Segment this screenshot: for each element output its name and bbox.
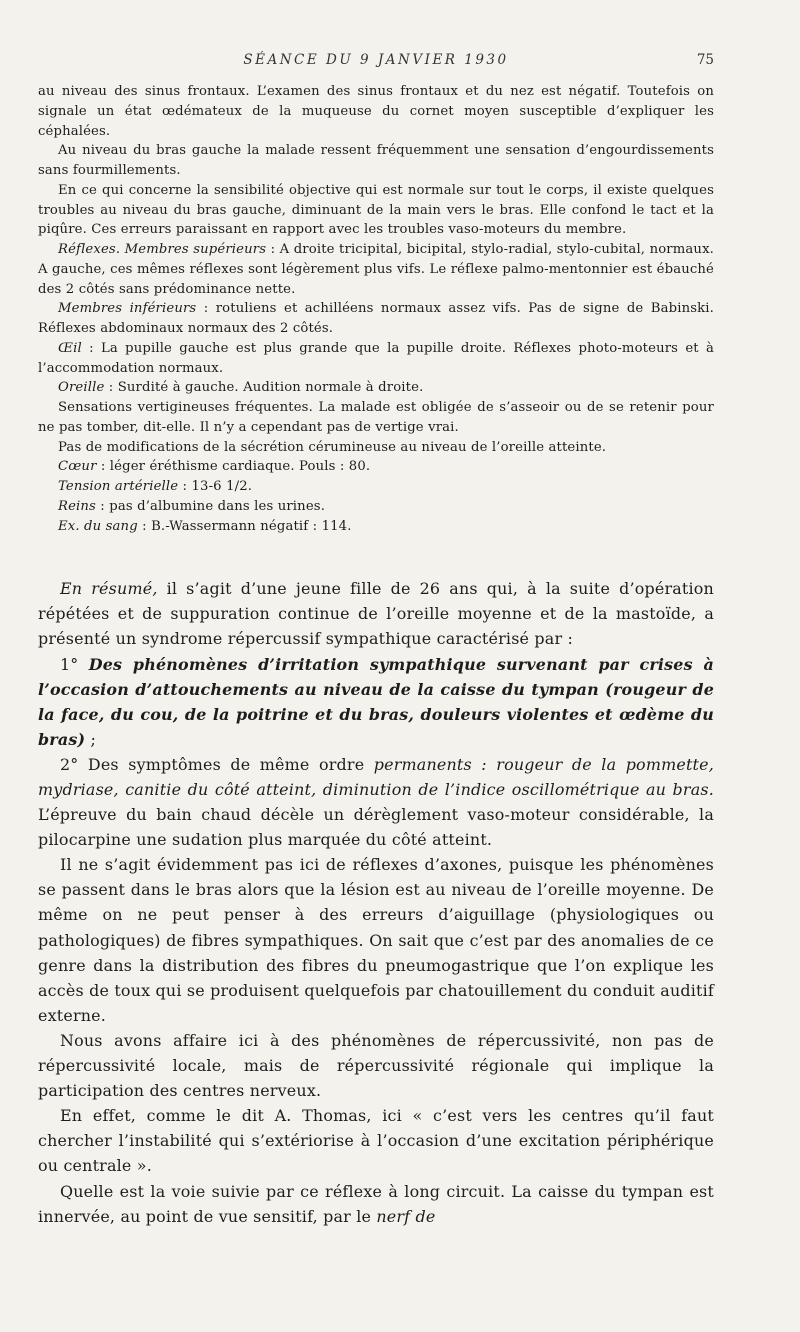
paragraph-reflexes-sup: Réflexes. Membres supérieurs : A droite tricipital, bicipital, stylo-radial, stylo-cubital, normaux. A gauche, ces mêmes réflexes sont légèrement plus vifs. Le réflexe palmo-mentonnier est ébauché des 2 côtés sans prédominance nette. — [38, 242, 715, 297]
paragraph-sang: Ex. du sang : B.-Wassermann négatif : 114. — [58, 518, 352, 534]
point-2-emphasis: permanents : rougeur de la pommette, mydriase, canitie du côté atteint, diminution de l’indice oscillométrique au bras. — [38, 754, 714, 799]
label-oreille: Oreille — [58, 380, 105, 396]
label-membres-inf: Membres inférieurs — [58, 301, 197, 317]
label-sang: Ex. du sang — [58, 518, 138, 534]
paragraph-tension: Tension artérielle : 13-6 1/2. — [58, 479, 253, 494]
nerf-de-emphasis: nerf de — [376, 1206, 436, 1226]
page-header — [38, 52, 714, 82]
label-resume: En résumé, — [60, 579, 158, 599]
paragraph-oreille: Oreille : Surdité à gauche. Audition normale à droite. — [58, 380, 424, 396]
section-gap — [38, 536, 714, 576]
document-page — [38, 52, 714, 1229]
label-coeur: Cœur — [58, 459, 97, 475]
label-reflexes: Réflexes. Membres supérieurs — [58, 242, 267, 257]
paragraph-point-2: 2° Des symptômes de même ordre permanents : rougeur de la pommette, mydriase, canitie du côté atteint, diminution de l’indice oscillométrique au bras. L’épreuve du bain chaud décèle un dérèglement vaso-moteur considérable, la pilocarpine une sudation plus marquée du côté atteint. — [38, 754, 714, 850]
label-tension: Tension artérielle — [58, 479, 179, 494]
clinical-notes — [38, 82, 714, 536]
paragraph-thomas-quote: En effet, comme le dit A. Thomas, ici « c’est vers les centres qu’il faut chercher l’instabilité qui s’extériorise à l’occasion d’une excitation périphérique ou centrale ». — [38, 1106, 714, 1176]
summary-section — [38, 576, 714, 1228]
page-number: 75 — [696, 52, 714, 68]
paragraph-voie: Quelle est la voie suivie par ce réflexe à long circuit. La caisse du tympan est innervée, au point de vue sensitif, par le nerf de — [38, 1181, 714, 1226]
running-title: SÉANCE DU 9 JANVIER 1930 — [243, 52, 509, 68]
paragraph-reflexes-inf: Membres inférieurs : rotuliens et achilléens normaux assez vifs. Pas de signe de Babinski. Réflexes abdominaux normaux des 2 côtés. — [38, 301, 714, 336]
paragraph-point-1: 1° Des phénomènes d’irritation sympathique survenant par crises à l’occasion d’attouchements au niveau de la caisse du tympan (rougeur de la face, du cou, de la poitrine et du bras, douleurs violentes et œdème du bras) ; — [38, 654, 714, 749]
paragraph-reins: Reins : pas d’albumine dans les urines. — [58, 498, 326, 514]
paragraph-resume: En résumé, il s’agit d’une jeune fille de 26 ans qui, à la suite d’opération répétées et de suppuration continue de l’oreille moyenne et de la mastoïde, a présenté un syndrome répercussif sympathique caractérisé par : — [38, 579, 714, 649]
label-reins: Reins — [58, 498, 96, 514]
paragraph-oeil: Œil : La pupille gauche est plus grande que la pupille droite. Réflexes photo-moteurs et à l’accommodation normaux. — [38, 340, 714, 376]
label-oeil: Œil — [58, 340, 82, 356]
paragraph-bras: Au niveau du bras gauche la malade ressent fréquemment une sensation d’engourdissements sans fourmillements. — [38, 143, 714, 178]
paragraph-sinus: au niveau des sinus frontaux. L’examen des sinus frontaux et du nez est négatif. Toutefois on signale un état œdémateux de la muqueuse du cornet moyen susceptible d’expliquer les céphalées. — [38, 84, 714, 139]
paragraph-repercussivite: Nous avons affaire ici à des phénomènes de répercussivité, non pas de répercussivité locale, mais de répercussivité régionale qui implique la participation des centres nerveux. — [38, 1030, 714, 1101]
paragraph-cerumen: Pas de modifications de la sécrétion cérumineuse au niveau de l’oreille atteinte. — [58, 439, 607, 455]
paragraph-vertiges: Sensations vertigineuses fréquentes. La malade est obligée de s’asseoir ou de se retenir pour ne pas tomber, dit-elle. Il n’y a cependant pas de vertige vrai. — [38, 400, 714, 435]
paragraph-axones: Il ne s’agit évidemment pas ici de réflexes d’axones, puisque les phénomènes se passent dans le bras alors que la lésion est au niveau de l’oreille moyenne. De même on ne peut penser à des erreurs d’aiguillage (physiologiques ou pathologiques) de fibres sympathiques. On sait que c’est par des anomalies de ce genre dans la distribution des fibres du pneumogastrique que l’on explique les accès de toux qui se produisent quelquefois par chatouillement du conduit auditif externe. — [38, 855, 714, 1025]
paragraph-sensibilite: En ce qui concerne la sensibilité objective qui est normale sur tout le corps, il existe quelques troubles au niveau du bras gauche, diminuant de la main vers le bras. Elle confond le tact et la piqûre. Ces erreurs paraissant en rapport avec les troubles vaso-moteurs du membre. — [38, 182, 714, 238]
paragraph-coeur: Cœur : léger éréthisme cardiaque. Pouls : 80. — [58, 459, 371, 475]
point-1-emphasis: Des phénomènes d’irritation sympathique survenant par crises à l’occasion d’attouchements au niveau de la caisse du tympan (rougeur de la face, du cou, de la poitrine et du bras, douleurs violentes et œdème du bras) — [38, 654, 714, 749]
